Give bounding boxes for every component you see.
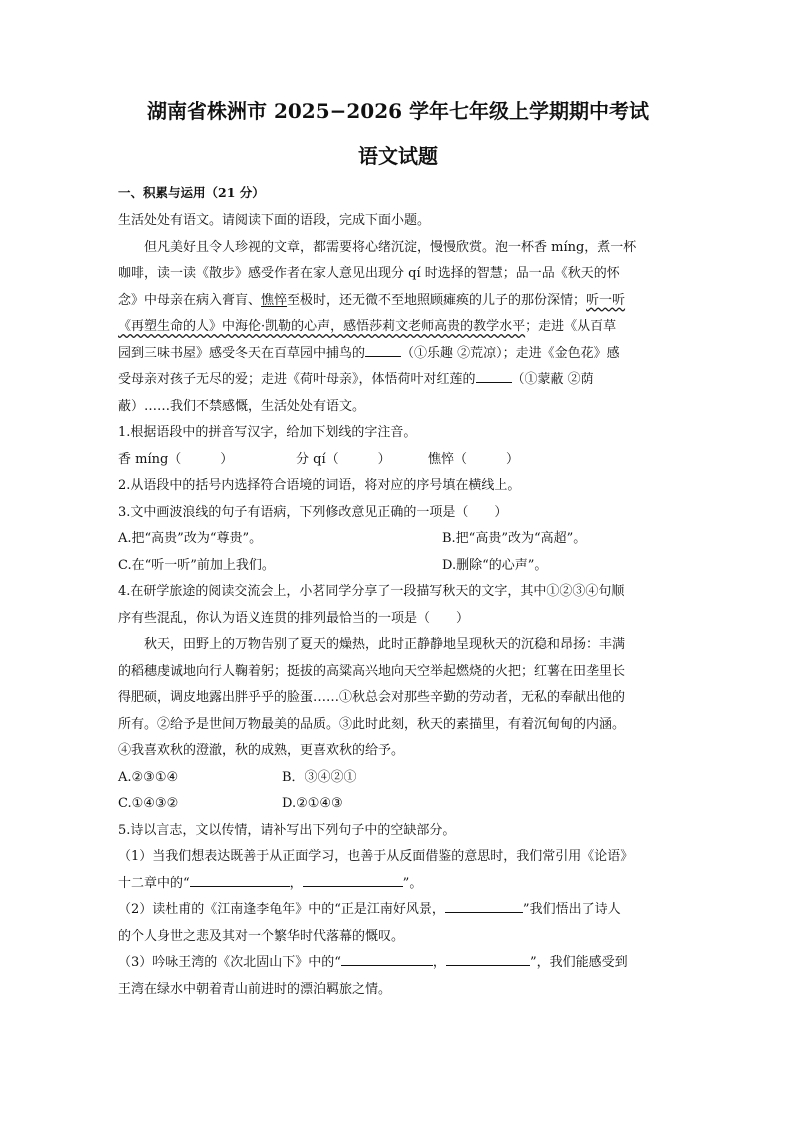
- question-4-options: [118, 765, 678, 792]
- passage-line: 受母亲对孩子无尽的爱；走进《荷叶母亲》，体悟荷叶对红莲的 （①蒙蔽 ②荫: [118, 367, 678, 394]
- exam-subtitle: 语文试题: [358, 144, 438, 168]
- fill-blank[interactable]: [190, 872, 290, 887]
- passage-line: 的稻穗虔诚地向行人鞠着躬；挺拔的高粱高兴地向天空举起燃烧的火把；红薯在田垄里长: [118, 663, 626, 679]
- option-b[interactable]: B.把“高贵”改为“高超”。: [442, 531, 587, 546]
- wavy-underlined-sentence: 听一听: [586, 292, 626, 308]
- underlined-word: 憔悴: [261, 292, 288, 308]
- question-3-options: [118, 553, 678, 580]
- question-5-sub-2: 的个人身世之悲及其对一个繁华时代落幕的慨叹。: [118, 928, 405, 944]
- section-intro: 生活处处有语文。请阅读下面的语段，完成下面小题。: [118, 213, 431, 228]
- reading-passage: [118, 235, 678, 421]
- question-4: 序有些混乱，你认为语义连贯的排列最恰当的一项是（ ）: [118, 610, 470, 626]
- passage-line: 咖啡，读一读《散步》感受作者在家人意见出现分 qí 时选择的智慧；品一品《秋天的怀: [118, 266, 620, 281]
- fill-blank[interactable]: [303, 872, 403, 887]
- answer-slot[interactable]: 憔悴（ ）: [428, 451, 520, 467]
- fill-blank[interactable]: [365, 342, 401, 357]
- exam-page: [118, 96, 678, 1003]
- option-c[interactable]: C.在“听一听”前加上我们。: [118, 557, 275, 573]
- question-5-sub-1: （1）当我们想表达既善于从正面学习，也善于从反面借鉴的意思时，我们常引用《论语》: [118, 849, 634, 864]
- fill-blank[interactable]: [445, 898, 523, 913]
- question-4-options: [118, 791, 678, 818]
- question-2: 2.从语段中的括号内选择符合语境的词语，将对应的序号填在横线上。: [118, 478, 521, 493]
- question-4-passage: [118, 632, 678, 765]
- answer-slot[interactable]: 香 míng（ ）: [118, 451, 234, 467]
- option-a[interactable]: A.把“高贵”改为“尊贵”。: [118, 531, 263, 546]
- exam-title: 湖南省株洲市 2025−2026 学年七年级上学期期中考试: [146, 99, 649, 123]
- fill-blank[interactable]: [341, 951, 433, 966]
- option-d[interactable]: D.②①④③: [282, 796, 343, 811]
- question-1-items: [118, 447, 678, 474]
- question-5-sub-3: 王湾在绿水中朝着青山前进时的漂泊羁旅之情。: [118, 981, 392, 997]
- passage-line: 所有。②给予是世间万物最美的品质。③此时此刻，秋天的素描里，有着沉甸甸的内涵。: [118, 716, 626, 732]
- section-heading: 一、积累与运用（21 分）: [118, 185, 265, 200]
- fill-blank[interactable]: [446, 951, 530, 966]
- passage-line: 蔽）……我们不禁感慨，生活处处有语文。: [118, 398, 366, 414]
- passage-line: 得肥硕，调皮地露出胖乎乎的脸蛋……①秋总会对那些辛勤的劳动者，无私的奉献出他的: [118, 690, 626, 705]
- question-5-sub-2: （2）读杜甫的《江南逢李龟年》中的“正是江南好风景， ”我们悟出了诗人: [118, 897, 678, 924]
- question-5: 5.诗以言志，文以传情，请补写出下列句子中的空缺部分。: [118, 822, 456, 838]
- question-1: 1.根据语段中的拼音写汉字，给加下划线的字注音。: [118, 425, 417, 440]
- question-4: 4.在研学旅途的阅读交流会上，小茗同学分享了一段描写秋天的文字，其中①②③④句顺: [118, 584, 625, 599]
- option-a[interactable]: A.②③①④: [118, 769, 179, 785]
- passage-line: 秋天，田野上的万物告别了夏天的燥热，此时正静静地呈现秋天的沉稳和昂扬：丰满: [144, 637, 626, 652]
- fill-blank[interactable]: [476, 368, 512, 383]
- passage-line: ④我喜欢秋的澄澈，秋的成熟，更喜欢秋的给予。: [118, 743, 405, 758]
- passage-line: 《再塑生命的人》中海伦·凯勒的心声，感悟莎莉文老师高贵的教学水平；走进《从百草: [118, 319, 617, 334]
- question-5-sub-3: （3）吟咏王湾的《次北固山下》中的“ ， ”，我们能感受到: [118, 950, 678, 977]
- passage-line: 园到三味书屋》感受冬天在百草园中捕鸟的 （①乐趣 ②荒凉）；走进《金色花》感: [118, 341, 678, 368]
- passage-line: 念》中母亲在病入膏肓、憔悴至极时，还无微不至地照顾瘫痪的儿子的那份深情；听一听: [118, 292, 626, 308]
- question-5-sub-1: 十二章中的“ ， ”。: [118, 871, 678, 898]
- answer-slot[interactable]: 分 qí（ ）: [296, 451, 391, 467]
- passage-line: 但凡美好且令人珍视的文章，都需要将心绪沉淀，慢慢欣赏。泡一杯香 míng，煮一杯: [144, 239, 637, 255]
- question-3: 3.文中画波浪线的句子有语病，下列修改意见正确的一项是（ ）: [118, 504, 508, 520]
- option-b[interactable]: B．③④②①: [282, 769, 357, 785]
- option-c[interactable]: C.①④③②: [118, 796, 179, 811]
- question-3-options: [118, 526, 678, 553]
- wavy-underlined-sentence: 《再塑生命的人》中海伦·凯勒的心声，感悟莎莉文老师高贵的教学水平: [118, 319, 526, 334]
- option-d[interactable]: D.删除“的心声”。: [442, 557, 548, 573]
